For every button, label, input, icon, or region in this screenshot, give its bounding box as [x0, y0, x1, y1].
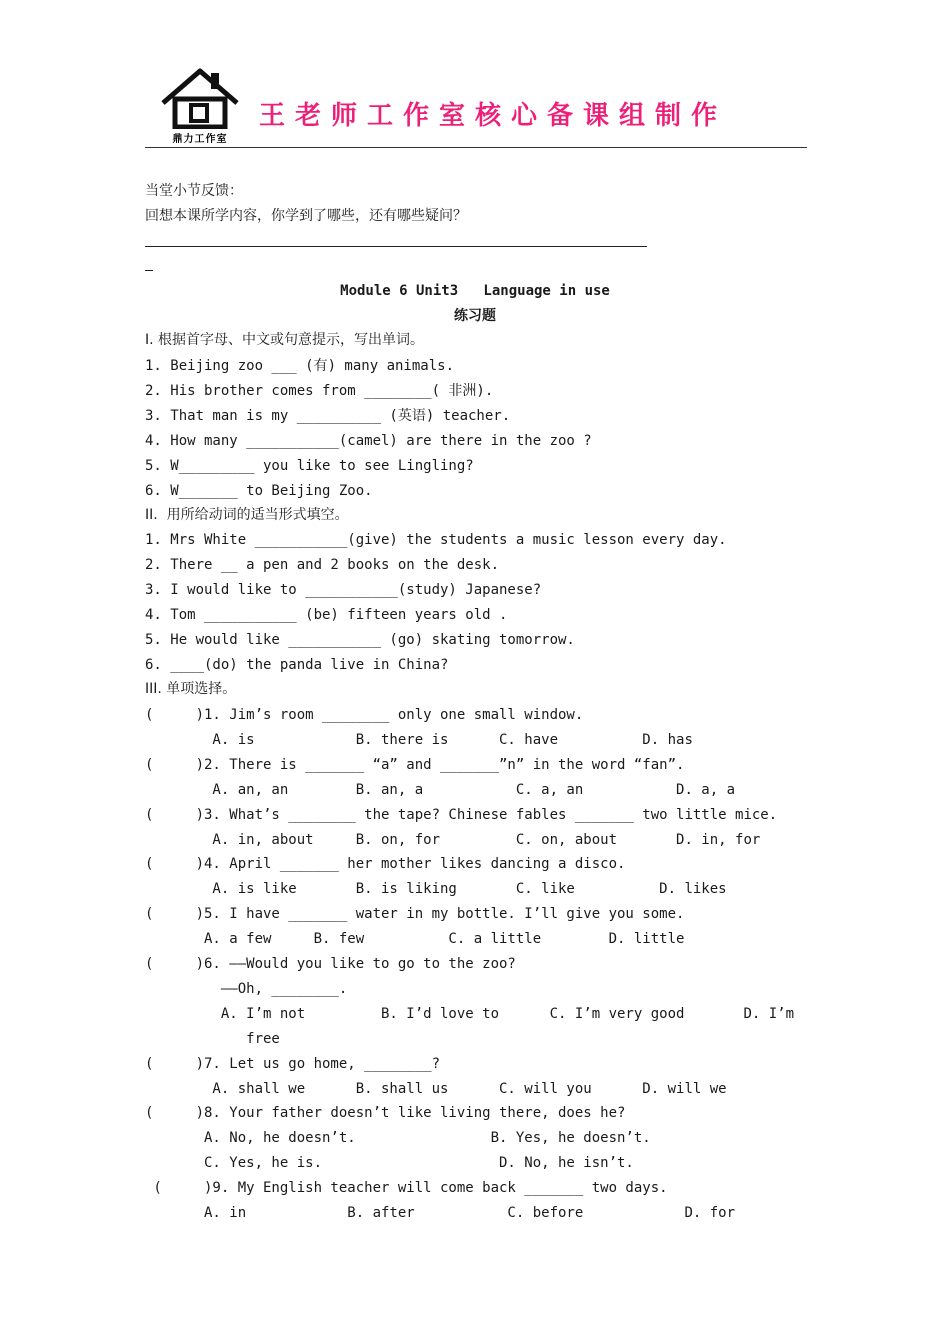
- s2-item: 6. ____(do) the panda live in China?: [145, 657, 449, 673]
- exercise-title: 练习题: [454, 308, 496, 324]
- logo-caption: 鼎力工作室: [172, 134, 228, 145]
- section3-heading: III. 单项选择。: [145, 681, 237, 697]
- s3-question: ( )3. What’s ________ the tape? Chinese fables _______ two little mice.: [145, 807, 778, 823]
- s3-options: A. in, about B. on, for C. on, about D. in, for: [145, 832, 761, 848]
- s3-question: ( )1. Jim’s room ________ only one small window.: [145, 707, 584, 723]
- s3-options: A. shall we B. shall us C. will you D. will we: [145, 1081, 727, 1097]
- s2-item: 1. Mrs White ___________(give) the students a music lesson every day.: [145, 532, 727, 548]
- s3-question: ( )7. Let us go home, ________?: [145, 1056, 441, 1072]
- s2-item: 5. He would like ___________ (go) skating tomorrow.: [145, 632, 575, 648]
- s3-question: ( )4. April _______ her mother likes dancing a disco.: [145, 856, 626, 872]
- s3-question: ( )8. Your father doesn’t like living there, does he?: [145, 1105, 626, 1121]
- header-divider: [145, 147, 807, 148]
- s3-question: ——Oh, ________.: [145, 981, 348, 997]
- s3-options: A. in B. after C. before D. for: [145, 1205, 736, 1221]
- s3-options: A. an, an B. an, a C. a, an D. a, a: [145, 782, 736, 798]
- house-logo-icon: [159, 67, 241, 143]
- s3-question: ( )9. My English teacher will come back _______ two days.: [145, 1180, 668, 1196]
- s3-options: C. Yes, he is. D. No, he isn’t.: [145, 1155, 634, 1171]
- s2-item: 4. Tom ___________ (be) fifteen years old .: [145, 607, 508, 623]
- feedback-prompt: 回想本课所学内容，你学到了哪些，还有哪些疑问？: [145, 208, 467, 224]
- s3-options: A. No, he doesn’t. B. Yes, he doesn’t.: [145, 1130, 651, 1146]
- s3-question: ( )5. I have _______ water in my bottle. I’ll give you some.: [145, 906, 685, 922]
- s1-item: 5. W_________ you like to see Lingling?: [145, 458, 474, 474]
- s1-item: 4. How many ___________(camel) are there in the zoo ?: [145, 433, 592, 449]
- studio-name: 王老师工作室核心备课组制作: [259, 101, 728, 131]
- s3-question: ( )2. There is _______ “a” and _______”n” in the word “fan”.: [145, 757, 685, 773]
- s1-item: 2. His brother comes from ________( 非洲).: [145, 383, 494, 399]
- s3-options: A. is like B. is liking C. like D. likes: [145, 881, 727, 897]
- s2-item: 2. There __ a pen and 2 books on the desk.: [145, 557, 500, 573]
- feedback-heading: 当堂小节反馈：: [145, 183, 243, 199]
- s3-options: free: [145, 1031, 280, 1047]
- section1-heading: I. 根据首字母、中文或句意提示，写出单词。: [145, 332, 425, 348]
- s1-item: 6. W_______ to Beijing Zoo.: [145, 483, 373, 499]
- answer-line: [145, 246, 647, 247]
- module-title: Module 6 Unit3 Language in use: [340, 283, 610, 299]
- page-header: [145, 65, 807, 149]
- answer-dash: [145, 270, 153, 271]
- s3-question: ( )6. ——Would you like to go to the zoo?: [145, 956, 516, 972]
- s3-options: A. is B. there is C. have D. has: [145, 732, 693, 748]
- s3-options: A. a few B. few C. a little D. little: [145, 931, 685, 947]
- s1-item: 1. Beijing zoo ___ (有) many animals.: [145, 358, 455, 374]
- section2-heading: II. 用所给动词的适当形式填空。: [145, 507, 349, 523]
- s2-item: 3. I would like to ___________(study) Japanese?: [145, 582, 542, 598]
- s3-options: A. I’m not B. I’d love to C. I’m very good D. I’m: [145, 1006, 795, 1022]
- s1-item: 3. That man is my __________ (英语) teacher.: [145, 408, 511, 424]
